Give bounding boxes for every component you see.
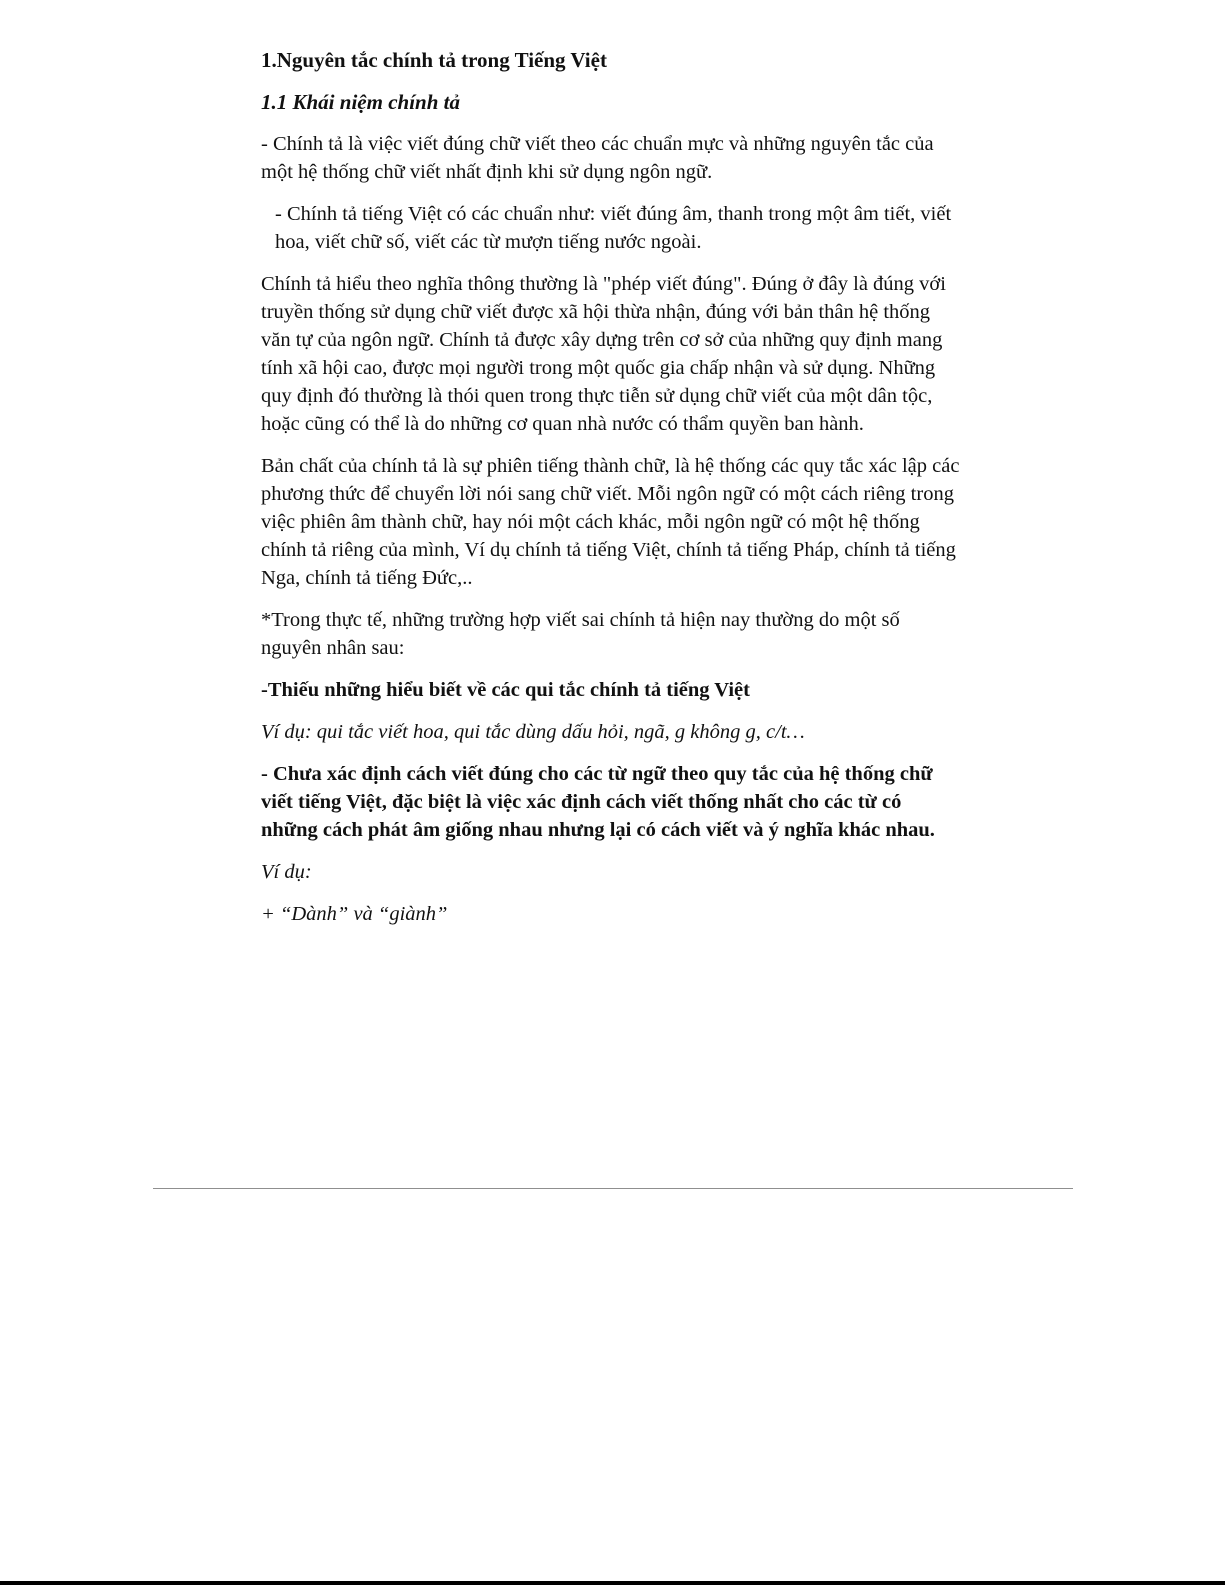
paragraph-meaning: Chính tả hiểu theo nghĩa thông thường là "phép viết đúng". Đúng ở đây là đúng với truyền thống sử dụng chữ viết được xã hội thừa nhận, đúng với bản thân hệ thống văn tự của ngôn ngữ. Chính tả được xây dựng trên cơ sở của những quy định mang tính xã hội cao, được mọi người trong một quốc gia chấp nhận và sử dụng. Những quy định đó thường là thói quen trong thực tiễn sử dụng chữ viết của một dân tộc, hoặc cũng có thể là do những cơ quan nhà nước có thẩm quyền ban hành. (261, 273, 946, 435)
paragraph-standards: - Chính tả tiếng Việt có các chuẩn như: viết đúng âm, thanh trong một âm tiết, viết hoa, viết chữ số, viết các từ mượn tiếng nước ngoài. (275, 203, 952, 253)
paragraph-definition: - Chính tả là việc viết đúng chữ viết theo các chuẩn mực và những nguyên tắc của một hệ thống chữ viết nhất định khi sử dụng ngôn ngữ. (261, 133, 934, 183)
subsection-heading: 1.1 Khái niệm chính tả (261, 90, 460, 114)
cause-item-2: - Chưa xác định cách viết đúng cho các từ ngữ theo quy tắc của hệ thống chữ viết tiếng Việt, đặc biệt là việc xác định cách viết thống nhất cho các từ có những cách phát âm giống nhau nhưng lại có cách viết và ý nghĩa khác nhau. (261, 763, 935, 841)
document-body (261, 46, 961, 942)
example-line-2: + “Dành” và “giành” (261, 903, 448, 925)
page-divider (153, 1188, 1073, 1189)
page-bottom-edge (0, 1581, 1225, 1585)
cause-item-1: -Thiếu những hiểu biết về các qui tắc chính tả tiếng Việt (261, 679, 750, 701)
paragraph-nature: Bản chất của chính tả là sự phiên tiếng thành chữ, là hệ thống các quy tắc xác lập các phương thức để chuyển lời nói sang chữ viết. Mỗi ngôn ngữ có một cách riêng trong việc phiên âm thành chữ, hay nói một cách khác, mỗi ngôn ngữ có một hệ thống chính tả riêng của mình, Ví dụ chính tả tiếng Việt, chính tả tiếng Pháp, chính tả tiếng Nga, chính tả tiếng Đức,.. (261, 455, 960, 589)
example-line-1: Ví dụ: qui tắc viết hoa, qui tắc dùng dấu hỏi, ngã, g không g, c/t… (261, 721, 805, 743)
example-label: Ví dụ: (261, 861, 312, 883)
section-heading: 1.Nguyên tắc chính tả trong Tiếng Việt (261, 48, 607, 72)
paragraph-causes-intro: *Trong thực tế, những trường hợp viết sai chính tả hiện nay thường do một số nguyên nhân sau: (261, 609, 900, 659)
